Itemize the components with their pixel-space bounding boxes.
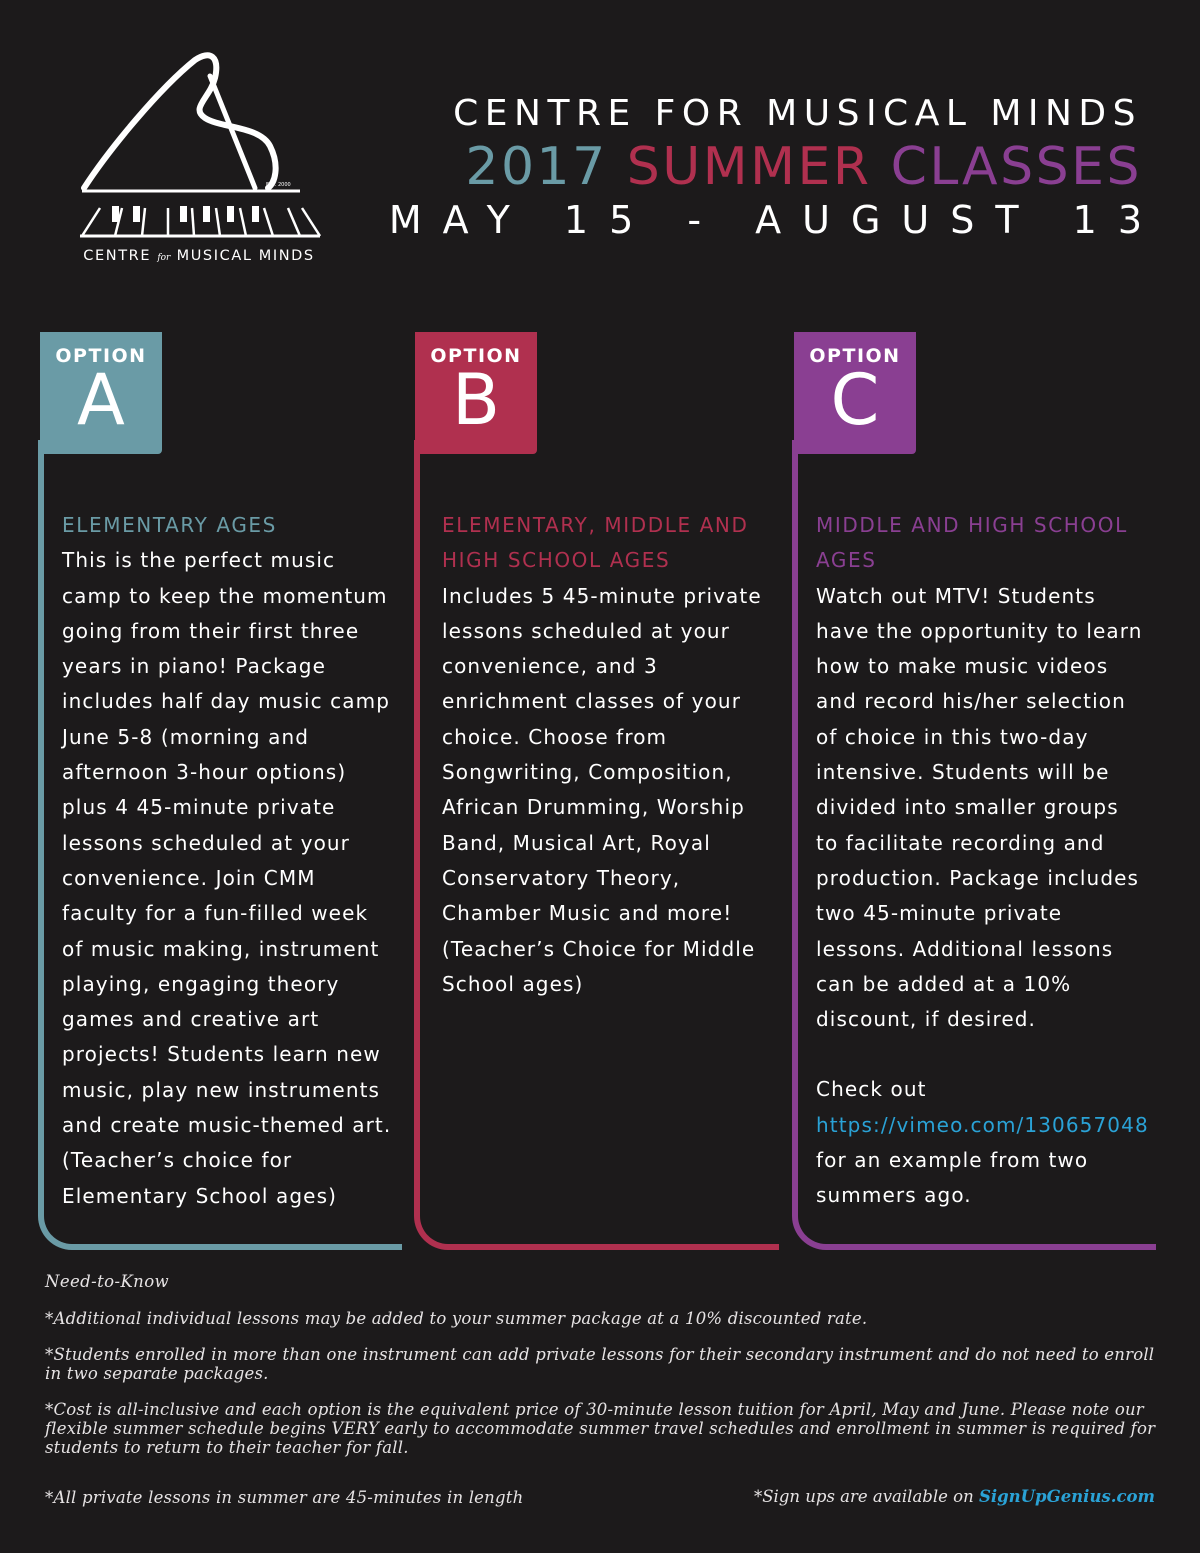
- grand-piano-icon: [70, 48, 330, 248]
- page-header: [388, 90, 1163, 244]
- vimeo-link[interactable]: https://vimeo.com/130657048: [816, 1112, 1149, 1137]
- option-a-tab: OPTION A: [40, 332, 162, 454]
- option-c-tab: OPTION C: [794, 332, 916, 454]
- page-title: [389, 138, 1142, 196]
- note-4: *All private lessons in summer are 45-minutes in length: [45, 1488, 524, 1507]
- option-b-heading: ELEMENTARY, MIDDLE AND HIGH SCHOOL AGES: [442, 513, 749, 573]
- note-1: *Additional individual lessons may be added to your summer package at a 10% discounted rate.: [45, 1309, 868, 1328]
- option-a-heading: ELEMENTARY AGES: [62, 513, 277, 537]
- option-b-tab: OPTION B: [415, 332, 537, 454]
- date-range: MAY 15 - AUGUST 13: [388, 198, 1163, 242]
- option-c-link-intro: Check out: [816, 1077, 927, 1102]
- option-c-heading: MIDDLE AND HIGH SCHOOL AGES: [816, 513, 1128, 573]
- option-c-body: [816, 508, 1149, 1214]
- option-c-description: Watch out MTV! Students have the opportunity to learn how to make music videos and record his/her selection of choice in this two-day intensive. Students will be divided into smaller groups to facilitate recording and production. Package includes two 45-minute private lessons. Additional lessons can be added at a 10% discount, if desired.: [816, 583, 1143, 1032]
- logo-wordmark: CENTRE for MUSICAL MINDS: [83, 248, 315, 264]
- org-name: CENTRE FOR MUSICAL MINDS: [453, 93, 1142, 134]
- option-c-link-outro: for an example from two summers ago.: [816, 1148, 1089, 1208]
- logo: [70, 48, 330, 273]
- est-mark: EST. 2000: [266, 182, 291, 188]
- title-year: 2017: [465, 137, 608, 197]
- signupgenius-link[interactable]: SignUpGenius.com: [978, 1487, 1155, 1506]
- notes-heading: Need-to-Know: [45, 1272, 170, 1291]
- option-b-body: [442, 508, 764, 1002]
- note-3: *Cost is all-inclusive and each option is the equivalent price of 30-minute lesson tuition for April, May and June. Please note our flexible summer schedule begins VERY early to accommodate summer travel schedules and enrollment in summer is required for students to return to their teacher for fall.: [45, 1400, 1156, 1457]
- title-classes: CLASSES: [890, 137, 1142, 197]
- option-a-description: This is the perfect music camp to keep the momentum going from their first three years in piano! Package includes half day music camp June 5-8 (morning and afternoon 3-hour options) plus 4 45-minute private lessons scheduled at your convenience. Join CMM faculty for a fun-filled week of music making, instrument playing, engaging theory games and creative art projects! Students learn new music, play new instruments and create music-themed art. (Teacher’s choice for Elementary School ages): [62, 548, 392, 1208]
- option-b-description: Includes 5 45-minute private lessons scheduled at your convenience, and 3 enrichment classes of your choice. Choose from Songwriting, Composition, African Drumming, Worship Band, Musical Art, Royal Conservatory Theory, Chamber Music and more! (Teacher’s Choice for Middle School ages): [442, 583, 762, 996]
- note-2: *Students enrolled in more than one instrument can add private lessons for their secondary instrument and do not need to enroll in two separate packages.: [45, 1345, 1155, 1383]
- option-a-body: [62, 508, 392, 1214]
- title-summer: SUMMER: [626, 137, 872, 197]
- signup-note: *Sign ups are available on SignUpGenius.com: [754, 1487, 1155, 1506]
